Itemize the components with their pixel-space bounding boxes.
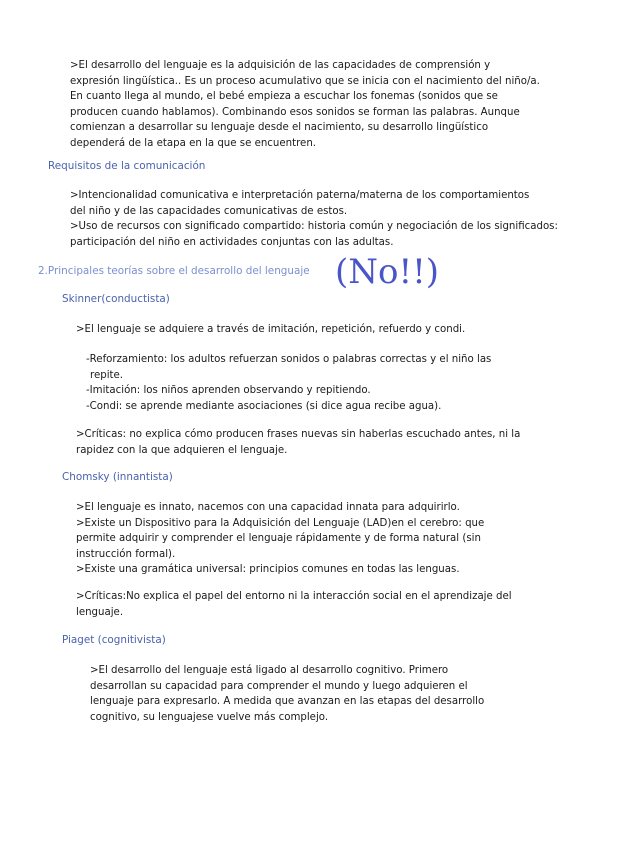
skinner-items — [86, 352, 491, 414]
requisitos-paragraph — [70, 188, 558, 250]
requisitos-heading: Requisitos de la comunicación — [48, 160, 206, 172]
text-line: expresión lingüística.. Es un proceso acumulativo que se inicia con el nacimiento del niño/a. — [70, 75, 540, 87]
text-line: cognitivo, su lenguajese vuelve más complejo. — [90, 711, 329, 723]
piaget-paragraph — [90, 663, 484, 725]
text-line: del niño y de las capacidades comunicativas de estos. — [70, 205, 348, 217]
text-line: >Críticas: no explica cómo producen frases nuevas sin haberlas escuchado antes, ni la — [76, 429, 521, 440]
handwritten-annotation: (No!!) — [335, 252, 440, 292]
text-line: >El lenguaje se adquiere a través de imitación, repetición, refuerdo y condi. — [76, 324, 466, 335]
text-line: >Uso de recursos con significado compartido: historia común y negociación de los significados: — [70, 221, 558, 232]
text-line: >El desarrollo del lenguaje está ligado al desarrollo cognitivo. Primero — [90, 665, 449, 676]
text-line: desarrollan su capacidad para comprender el mundo y luego adquieren el — [90, 680, 468, 692]
chomsky-heading: Chomsky (innantista) — [62, 471, 173, 483]
text-line: >El lenguaje es innato, nacemos con una capacidad innata para adquirirlo. — [76, 502, 460, 513]
chomsky-paragraph — [76, 500, 484, 578]
text-line: En cuanto llega al mundo, el bebé empieza a escuchar los fonemas (sonidos que se — [70, 91, 498, 102]
text-line: >El desarrollo del lenguaje es la adquisición de las capacidades de comprensión y — [70, 60, 491, 71]
skinner-criticas — [76, 427, 520, 458]
skinner-heading: Skinner(conductista) — [62, 293, 170, 305]
skinner-main — [76, 322, 465, 338]
intro-paragraph — [70, 58, 540, 151]
list-item: -Imitación: los niños aprenden observando y repitiendo. — [86, 385, 371, 396]
text-line: permite adquirir y comprender el lenguaje rápidamente y de forma natural (sin — [76, 533, 481, 544]
text-line: lenguaje. — [76, 606, 124, 618]
text-line: dependerá de la etapa en la que se encuentren. — [70, 137, 317, 149]
list-item: -Reforzamiento: los adultos refuerzan sonidos o palabras correctas y el niño las — [86, 354, 492, 365]
text-line: producen cuando hablamos). Combinando esos sonidos se forman las palabras. Aunque — [70, 106, 520, 118]
text-line: lenguaje para expresarlo. A medida que avanzan en las etapas del desarrollo — [90, 696, 485, 707]
text-line: >Intencionalidad comunicativa e interpretación paterna/materna de los comportamientos — [70, 190, 530, 201]
list-item: -Condi: se aprende mediante asociaciones (si dice agua recibe agua). — [86, 400, 442, 412]
text-line: instrucción formal). — [76, 548, 176, 560]
text-line: >Críticas:No explica el papel del entorno ni la interacción social en el aprendizaje del — [76, 591, 512, 602]
text-line: comienzan a desarrollar su lenguaje desde el nacimiento, su desarrollo lingüístico — [70, 122, 489, 133]
text-line: >Existe un Dispositivo para la Adquisición del Lenguaje (LAD)en el cerebro: que — [76, 517, 485, 529]
text-line: >Existe una gramática universal: principios comunes en todas las lenguas. — [76, 564, 460, 575]
section2-heading: 2.Principales teorías sobre el desarrollo del lenguaje — [38, 265, 310, 277]
piaget-heading: Piaget (cognitivista) — [62, 634, 166, 646]
text-line: participación del niño en actividades conjuntas con las adultas. — [70, 236, 394, 248]
text-line: rapidez con la que adquieren el lenguaje. — [76, 444, 288, 456]
chomsky-criticas — [76, 589, 512, 620]
list-item: repite. — [90, 369, 124, 381]
